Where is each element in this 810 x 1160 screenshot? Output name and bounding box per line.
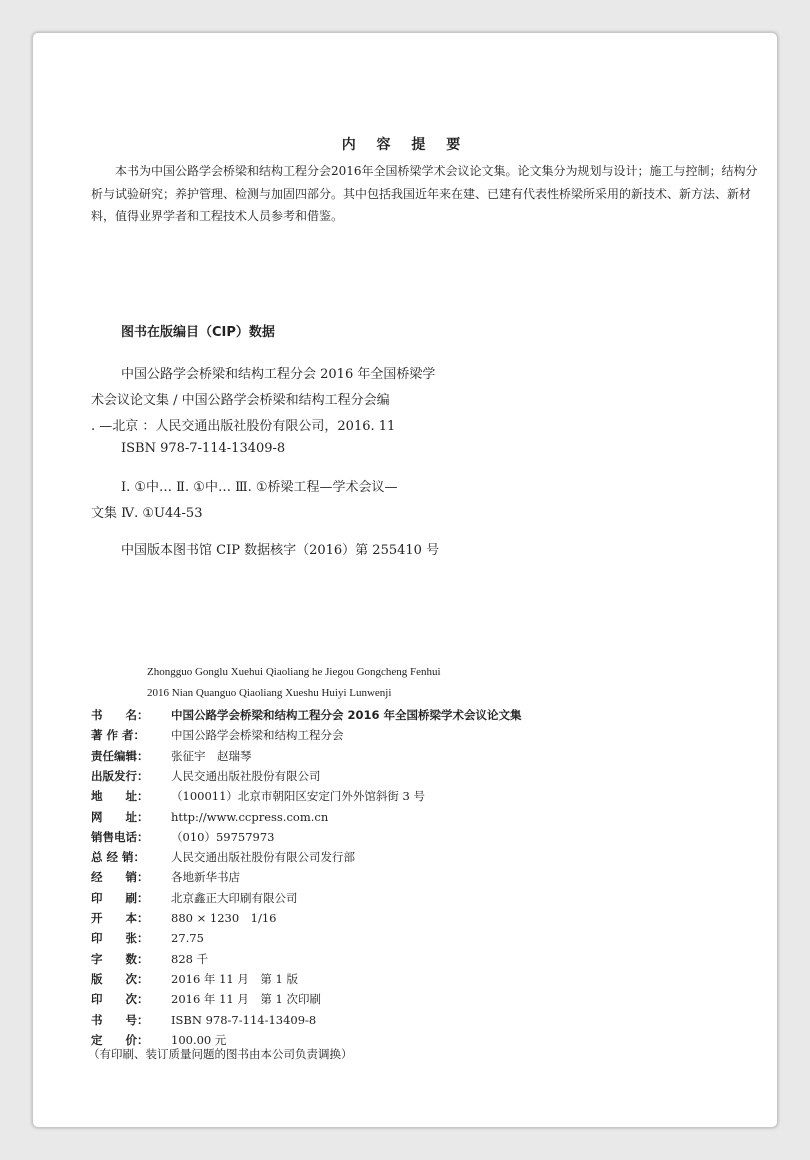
info-value: 北京鑫正大印刷有限公司 [171,890,298,905]
cip-heading: 图书在版编目（CIP）数据 [121,325,275,340]
cip-line-7: 中国版本图书馆 CIP 数据核字（2016）第 255410 号 [121,543,440,558]
cip-line-3: . —北京 ：人民交通出版社股份有限公司，2016. 11 [91,419,396,434]
info-value: ISBN 978-7-114-13409-8 [171,1012,317,1027]
info-label: 地 址： [91,789,149,804]
info-value: 2016 年 11 月 第 1 次印刷 [171,992,321,1007]
quality-notice: （有印刷、装订质量问题的图书由本公司负责调换） [88,1047,353,1061]
summary-title: 内 容 提 要 [341,137,469,153]
info-label: 著 作 者： [91,728,146,743]
info-row [91,971,298,987]
info-row [91,869,240,885]
info-value: 880 × 1230 1/16 [171,911,277,925]
info-label: 版 次： [91,971,149,986]
info-label: 总 经 销： [91,850,146,865]
info-value: 中国公路学会桥梁和结构工程分会 [171,728,344,743]
info-label: 字 数： [91,951,149,966]
info-label: 印 次： [91,992,149,1007]
info-label: 印 张： [91,931,149,946]
summary-text [91,160,763,228]
summary-paragraph: 本书为中国公路学会桥梁和结构工程分会2016年全国桥梁学术会议论文集。论文集分为规划与设计；施工与控制；结构分析与试验研究；养护管理、检测与加固四部分。其中包括我国近年来在建、已建有代表性桥梁所采用的新技术、新方法、新材料，值得业界学者和工程技术人员参考和借鉴。 [91,164,758,223]
info-row [91,788,425,804]
info-value: （100011）北京市朝阳区安定门外外馆斜街 3 号 [171,789,426,804]
info-label: 开 本： [91,911,149,925]
info-label: 责任编辑： [91,748,149,763]
info-row [91,829,274,845]
cip-line-5: Ⅰ. ①中… Ⅱ. ①中… Ⅲ. ①桥梁工程—学术会议— [121,480,398,495]
info-row [91,768,321,784]
info-value: 100.00 元 [171,1032,227,1047]
info-value: http://www.ccpress.com.cn [171,809,329,824]
cip-line-6: 文集 Ⅳ. ①U44-53 [91,506,203,521]
info-value: 各地新华书店 [171,870,240,885]
info-value: 828 千 [171,951,209,966]
cip-line-4: ISBN 978-7-114-13409-8 [121,441,286,456]
info-label: 出版发行： [91,768,149,783]
info-row [91,748,252,764]
info-row [91,727,344,743]
info-value: 人民交通出版社股份有限公司发行部 [171,850,355,865]
pinyin-line-2: 2016 Nian Quanguo Qiaoliang Xueshu Huiyi Lunwenji [147,687,392,699]
info-label: 网 址： [91,809,149,824]
info-row [91,930,204,946]
info-value: 张征宇 赵瑞琴 [171,748,252,763]
info-value: （010）59757973 [171,829,275,844]
info-row [91,707,522,723]
info-value: 2016 年 11 月 第 1 版 [171,971,298,986]
cip-line-2: 术会议论文集 / 中国公路学会桥梁和结构工程分会编 [91,393,390,408]
pinyin-line-1: Zhongguo Gonglu Xuehui Qiaoliang he Jiegou Gongcheng Fenhui [147,666,441,678]
info-row [91,910,277,926]
info-label: 印 刷： [91,890,149,905]
info-label: 定 价： [91,1032,149,1047]
info-row [91,951,208,967]
info-row [91,890,298,906]
info-value: 27.75 [171,931,204,946]
cip-line-1: 中国公路学会桥梁和结构工程分会 2016 年全国桥梁学 [121,367,436,382]
info-value: 人民交通出版社股份有限公司 [171,768,321,783]
info-label: 销售电话： [91,829,149,844]
info-label: 书 名： [91,708,149,722]
info-row [91,809,328,825]
copyright-page [32,32,778,1128]
info-row [91,991,321,1007]
info-row [91,1012,316,1028]
info-row [91,849,355,865]
info-label: 书 号： [91,1012,149,1027]
info-label: 经 销： [91,870,149,885]
info-value: 中国公路学会桥梁和结构工程分会 2016 年全国桥梁学术会议论文集 [171,708,522,722]
